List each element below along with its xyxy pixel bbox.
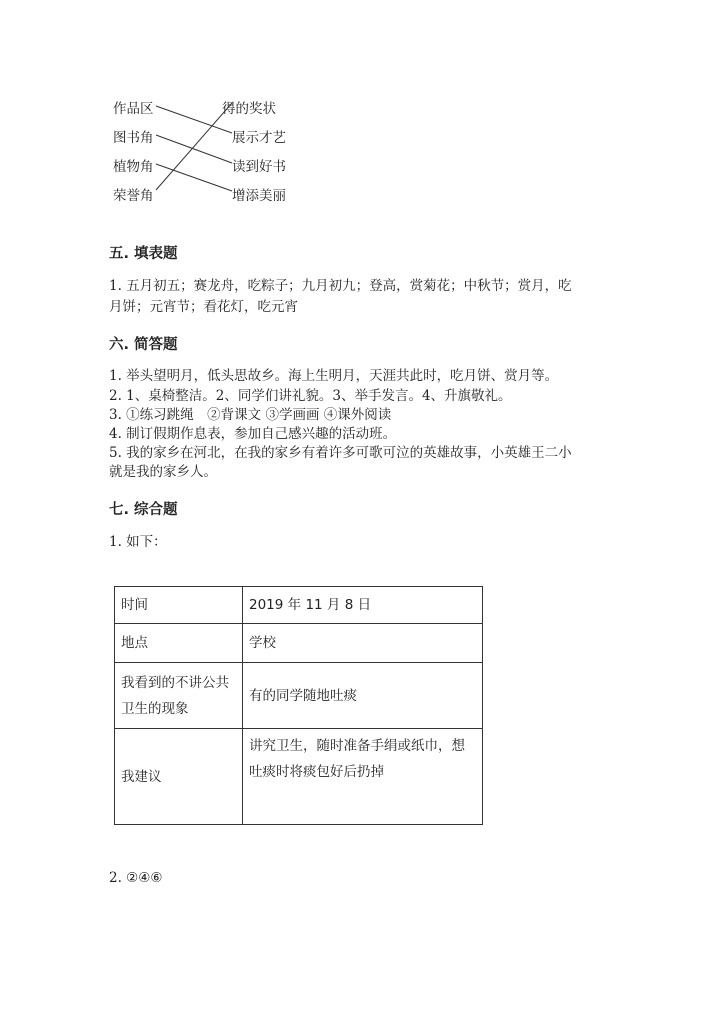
section-6-line: 4. 制订假期作息表，参加自己感兴趣的活动班。 — [109, 426, 397, 442]
match-right-item: 得的奖状 — [222, 101, 276, 117]
match-left-item: 植物角 — [113, 159, 154, 175]
match-left-item: 图书角 — [113, 130, 154, 146]
table-label-cell: 我建议 — [115, 729, 243, 825]
section-6-line: 1. 举头望明月，低头思故乡。海上生明月，天涯共此时，吃月饼、赏月等。 — [109, 368, 559, 384]
table-label-cell: 地点 — [115, 624, 243, 663]
match-right-item: 读到好书 — [232, 159, 286, 175]
match-line-2 — [156, 135, 232, 163]
table-row — [115, 663, 483, 729]
match-right-item: 展示才艺 — [232, 130, 286, 146]
table-value-cell: 有的同学随地吐痰 — [243, 663, 483, 729]
match-left-item: 荣誉角 — [113, 188, 154, 204]
section-5-title: 五. 填表题 — [109, 246, 178, 262]
section-6-line: 就是我的家乡人。 — [109, 464, 217, 480]
table-value-cell: 讲究卫生，随时准备手绢或纸巾，想吐痰时将痰包好后扔掉 — [243, 729, 483, 825]
section-6-line: 5. 我的家乡在河北，在我的家乡有着许多可歌可泣的英雄故事，小英雄王二小 — [109, 445, 572, 461]
match-line-1 — [156, 106, 232, 133]
section-6-line: 2. 1、桌椅整洁。2、同学们讲礼貌。3、举手发言。4、升旗敬礼。 — [109, 388, 512, 404]
answer-table — [114, 586, 483, 825]
match-left-item: 作品区 — [113, 101, 154, 117]
table-row — [115, 729, 483, 825]
matching-lines — [0, 0, 720, 230]
section-5-line: 1. 五月初五；赛龙舟，吃粽子；九月初九；登高，赏菊花；中秋节；赏月，吃 — [109, 278, 572, 294]
question-2-answer: 2. ②④⑥ — [109, 870, 163, 886]
question-1-label: 1. 如下： — [109, 534, 167, 550]
section-6-line: 3. ①练习跳绳 ②背课文 ③学画画 ④课外阅读 — [109, 407, 392, 423]
section-6-title: 六. 简答题 — [109, 337, 178, 353]
table-label-cell: 时间 — [115, 587, 243, 624]
table-row — [115, 624, 483, 663]
match-right-item: 增添美丽 — [232, 188, 286, 204]
table-value-cell: 学校 — [243, 624, 483, 663]
table-value-cell: 2019 年 11 月 8 日 — [243, 587, 483, 624]
match-line-4 — [156, 103, 232, 190]
table-row — [115, 587, 483, 624]
section-5-line: 月饼；元宵节；看花灯，吃元宵 — [109, 299, 298, 315]
section-7-title: 七. 综合题 — [109, 502, 178, 518]
table-label-cell: 我看到的不讲公共卫生的现象 — [115, 663, 243, 729]
